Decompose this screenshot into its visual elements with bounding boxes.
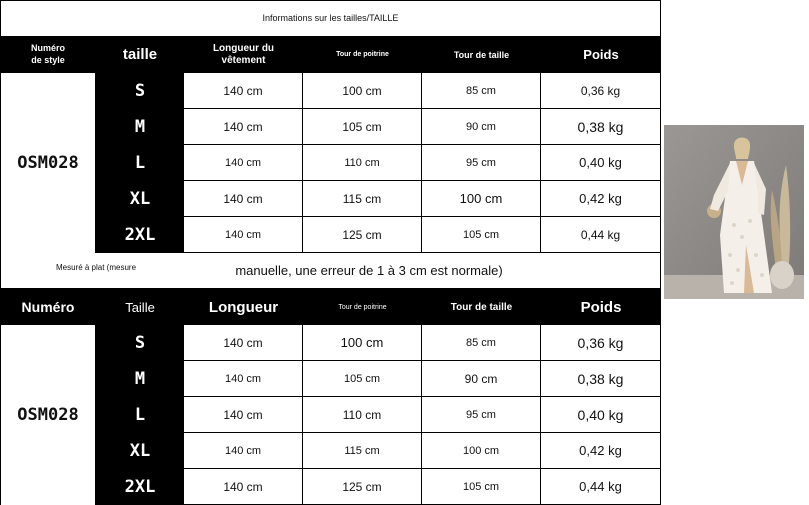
size-label: M	[96, 109, 184, 145]
table2-header-waist: Tour de taille	[450, 301, 513, 313]
table-row	[0, 181, 661, 217]
waist-value: 90 cm	[422, 361, 541, 397]
size-label: 2XL	[96, 217, 184, 253]
waist-value: 85 cm	[422, 325, 541, 361]
table-row	[0, 361, 661, 397]
title-row	[0, 0, 661, 36]
table2-header-row	[0, 289, 661, 325]
table2-header-chest: Tour de poitrine	[338, 303, 387, 311]
length-value: 140 cm	[184, 109, 303, 145]
length-value: 140 cm	[184, 325, 303, 361]
chest-value: 110 cm	[303, 145, 422, 181]
table1-header-style: Numéro de style	[30, 42, 65, 65]
table-row	[0, 73, 661, 109]
table1-header-size: taille	[122, 46, 158, 63]
chest-value: 105 cm	[303, 109, 422, 145]
table-row	[0, 433, 661, 469]
weight-value: 0,44 kg	[541, 217, 661, 253]
waist-value: 85 cm	[422, 73, 541, 109]
size-label: XL	[96, 181, 184, 217]
weight-value: 0,40 kg	[541, 145, 661, 181]
size-label: 2XL	[96, 469, 184, 505]
table1-header-row	[0, 36, 661, 73]
table-row	[0, 325, 661, 361]
waist-value: 90 cm	[422, 109, 541, 145]
length-value: 140 cm	[184, 181, 303, 217]
table2-header-weight: Poids	[580, 298, 622, 316]
chest-value: 125 cm	[303, 217, 422, 253]
measurement-note-right: manuelle, une erreur de 1 à 3 cm est normale)	[235, 263, 503, 278]
size-label: S	[96, 325, 184, 361]
table2-header-size: Taille	[125, 299, 155, 315]
chest-value: 115 cm	[303, 181, 422, 217]
weight-value: 0,36 kg	[541, 73, 661, 109]
weight-value: 0,42 kg	[541, 181, 661, 217]
chest-value: 110 cm	[303, 397, 422, 433]
measurement-note-row	[0, 253, 661, 289]
length-value: 140 cm	[184, 433, 303, 469]
weight-value: 0,42 kg	[541, 433, 661, 469]
dress-model-image	[664, 125, 804, 299]
length-value: 140 cm	[184, 73, 303, 109]
table1-header-waist: Tour de taille	[453, 49, 510, 60]
length-value: 140 cm	[184, 469, 303, 505]
weight-value: 0,36 kg	[541, 325, 661, 361]
table1-style-number: OSM028	[0, 73, 96, 253]
weight-value: 0,38 kg	[541, 361, 661, 397]
size-chart-title: Informations sur les tailles/TAILLE	[262, 13, 399, 23]
waist-value: 100 cm	[422, 433, 541, 469]
product-photo	[664, 125, 804, 299]
size-label: L	[96, 145, 184, 181]
chest-value: 115 cm	[303, 433, 422, 469]
table1-header-length: Longueur du vêtement	[212, 43, 275, 66]
waist-value: 100 cm	[422, 181, 541, 217]
table-row	[0, 397, 661, 433]
table2-header-style: Numéro	[21, 299, 75, 315]
size-label: L	[96, 397, 184, 433]
chest-value: 105 cm	[303, 361, 422, 397]
table1-header-weight: Poids	[583, 47, 619, 62]
chest-value: 100 cm	[303, 73, 422, 109]
size-label: M	[96, 361, 184, 397]
waist-value: 95 cm	[422, 397, 541, 433]
weight-value: 0,40 kg	[541, 397, 661, 433]
chest-value: 125 cm	[303, 469, 422, 505]
weight-value: 0,38 kg	[541, 109, 661, 145]
length-value: 140 cm	[184, 217, 303, 253]
chest-value: 100 cm	[303, 325, 422, 361]
measurement-note-left: Mesuré à plat (mesure	[55, 263, 137, 272]
table-row	[0, 109, 661, 145]
waist-value: 95 cm	[422, 145, 541, 181]
table1-header-chest: Tour de poitrine	[336, 51, 389, 58]
size-label: S	[96, 73, 184, 109]
length-value: 140 cm	[184, 397, 303, 433]
table-row	[0, 217, 661, 253]
table-row	[0, 469, 661, 505]
table2-header-length: Longueur	[208, 298, 279, 316]
length-value: 140 cm	[184, 361, 303, 397]
waist-value: 105 cm	[422, 469, 541, 505]
table2-style-number: OSM028	[0, 325, 96, 505]
size-label: XL	[96, 433, 184, 469]
table-row	[0, 145, 661, 181]
waist-value: 105 cm	[422, 217, 541, 253]
weight-value: 0,44 kg	[541, 469, 661, 505]
length-value: 140 cm	[184, 145, 303, 181]
